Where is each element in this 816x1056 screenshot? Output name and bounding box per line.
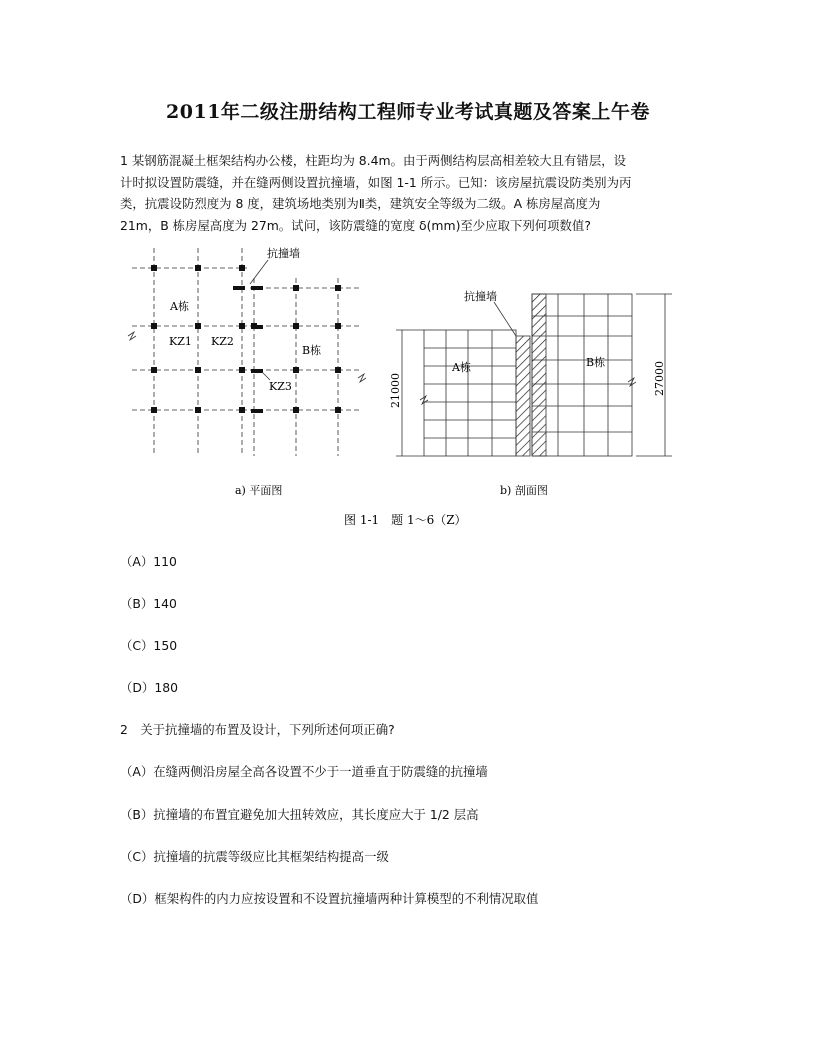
- figure-1-1: [112, 238, 702, 538]
- q1-option-b: （B）140: [120, 596, 177, 611]
- section-caption: b) 剖面图: [500, 484, 548, 497]
- document-title: 2011年二级注册结构工程师专业考试真题及答案上午卷: [166, 101, 650, 123]
- stem-line: 21m，B 栋房屋高度为 27m。试问，该防震缝的宽度 δ(mm)至少应取下列何项数值?: [120, 217, 591, 233]
- q2-option-a: （A）在缝两侧沿房屋全高各设置不少于一道垂直于防震缝的抗撞墙: [120, 764, 488, 779]
- q2-option-d: （D）框架构件的内力应按设置和不设置抗撞墙两种计算模型的不利情况取值: [120, 891, 539, 906]
- plan-kz1-label: KZ1: [169, 335, 192, 348]
- section-wall-label: 抗撞墙: [464, 290, 497, 303]
- section-dim-a: 21000: [389, 373, 402, 408]
- stem-line: 类，抗震设防烈度为 8 度，建筑场地类别为Ⅱ类，建筑安全等级为二级。A 栋房屋高度为: [120, 196, 601, 211]
- section-walls: [516, 294, 546, 456]
- q1-option-d: （D）180: [120, 680, 178, 695]
- figure-caption: 图 1-1 题 1～6（Z）: [344, 513, 467, 527]
- stem-line: 1 某钢筋混凝土框架结构办公楼，柱距均为 8.4m。由于两侧结构层高相差较大且有错层，设: [120, 153, 626, 168]
- plan-kz3-label: KZ3: [269, 380, 292, 393]
- section-block-a-label: A栋: [452, 361, 471, 374]
- plan-kz2-label: KZ2: [211, 335, 234, 348]
- section-dim-b: 27000: [653, 361, 666, 396]
- plan-wall-label: 抗撞墙: [267, 247, 300, 260]
- q2-option-c: （C）抗撞墙的抗震等级应比其框架结构提高一级: [120, 849, 389, 864]
- plan-block-b-label: B栋: [302, 344, 322, 357]
- plan-caption: a) 平面图: [235, 484, 283, 497]
- q1-option-c: （C）150: [120, 638, 178, 653]
- question-1-stem: [120, 150, 700, 236]
- stem-line: 计时拟设置防震缝，并在缝两侧设置抗撞墙，如图 1-1 所示。已知：该房屋抗震设防类别为丙: [120, 174, 632, 190]
- section-block-b-label: B栋: [586, 356, 606, 369]
- q2-option-b: （B）抗撞墙的布置宜避免加大扭转效应，其长度应大于 1/2 层高: [120, 807, 479, 822]
- plan-block-a-label: A栋: [170, 300, 189, 313]
- q1-option-a: （A）110: [120, 554, 177, 569]
- question-2-stem: 2 关于抗撞墙的布置及设计，下列所述何项正确?: [120, 722, 395, 737]
- plan-view: [128, 248, 366, 456]
